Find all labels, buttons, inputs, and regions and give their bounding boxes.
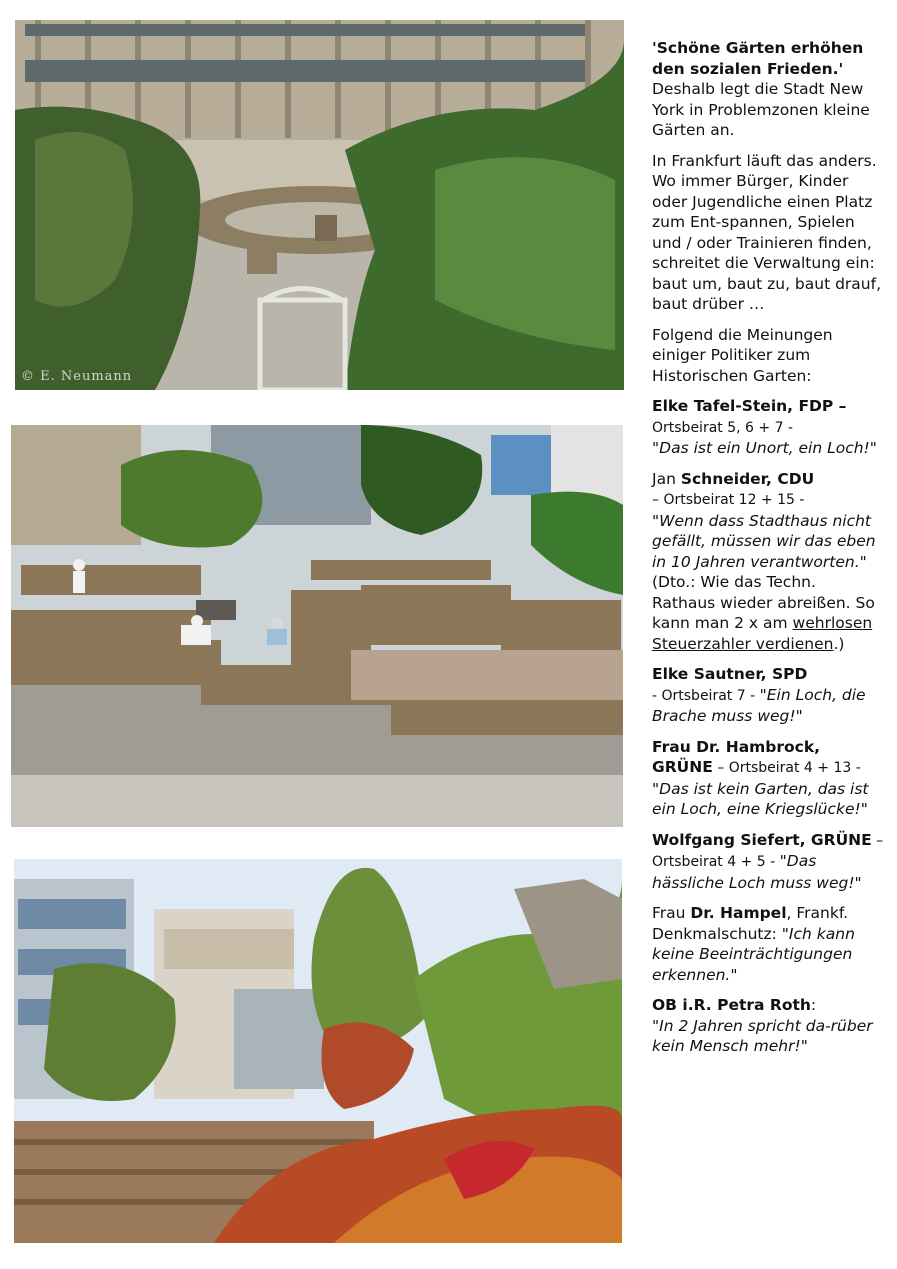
politicians-intro: Folgend die Meinungen einiger Politiker zum Historischen Garten:: [652, 325, 833, 385]
speaker-name: Schneider, CDU: [680, 469, 815, 488]
speaker-dash: –: [833, 397, 847, 415]
note-end: .): [833, 634, 845, 653]
speaker-quote: "Wenn dass Stadthaus nicht gefällt, müssen wir das eben in 10 Jahren verantworten.": [652, 511, 876, 571]
commentary-column: [652, 38, 884, 1067]
photo-garden-courtyard: [15, 20, 624, 390]
speaker-colon: :: [810, 996, 817, 1014]
statement-schneider: [652, 469, 884, 655]
speaker-district: - Ortsbeirat 7 -: [652, 687, 760, 704]
speaker-quote: "Das ist kein Garten, das ist ein Loch, eine Kriegslücke!": [652, 779, 869, 818]
statement-roth: [652, 995, 884, 1057]
statement-sautner: [652, 664, 884, 727]
speaker-quote: "Ein Loch, die Brache muss weg!": [652, 685, 866, 725]
statement-tafel-stein: [652, 396, 884, 459]
headline-quote: 'Schöne Gärten erhöhen den sozialen Frieden.': [652, 39, 864, 78]
speaker-prefix: Frau: [652, 904, 691, 922]
statement-siefert: [652, 830, 884, 894]
statement-hampel: [652, 903, 884, 985]
intro-paragraph: [652, 38, 884, 141]
speaker-district: – Ortsbeirat 4 + 13 -: [712, 760, 861, 776]
speaker-name: Elke Tafel-Stein, FDP: [652, 397, 834, 415]
intro-text: Deshalb legt die Stadt New York in Problemzonen kleine Gärten an.: [652, 80, 870, 139]
speaker-district: – Ortsbeirat 12 + 15 -: [652, 492, 805, 508]
speaker-name: Wolfgang Siefert, GRÜNE: [652, 830, 872, 849]
speaker-district: – Ortsbeirat 4 + 5 -: [652, 832, 884, 870]
speaker-quote: "Das ist ein Unort, ein Loch!": [652, 439, 877, 457]
speaker-firstname: Jan: [652, 469, 681, 488]
speaker-name: Dr. Hampel: [690, 904, 787, 922]
speaker-name: Frau Dr. Hambrock, GRÜNE: [652, 737, 821, 776]
speaker-name: OB i.R. Petra Roth: [652, 996, 811, 1014]
speaker-quote: "Das hässliche Loch muss weg!": [652, 852, 862, 892]
photo-credit: © E. Neumann: [21, 369, 133, 384]
speaker-quote: "In 2 Jahren spricht da-rüber kein Mensch mehr!": [652, 1016, 873, 1055]
photo-ruins-square: [11, 425, 623, 827]
statement-hambrock: [652, 737, 884, 820]
speaker-org: , Frankf. Denkmalschutz:: [652, 904, 849, 943]
speaker-quote: "Ich kann keine Beeinträchtigungen erkennen.": [652, 924, 855, 984]
speaker-district: Ortsbeirat 5, 6 + 7 -: [652, 419, 793, 436]
speaker-name: Elke Sautner, SPD: [652, 665, 808, 683]
underlined-phrase: wehrlosen Steuerzahler verdienen: [652, 614, 873, 653]
editorial-note: (Dto.: Wie das Techn. Rathaus wieder abreißen. So kann man 2 x am: [652, 573, 875, 632]
photo-autumn-garden: [14, 859, 622, 1243]
frankfurt-paragraph: In Frankfurt läuft das anders. Wo immer Bürger, Kinder oder Jugendliche einen Platz zum Ent-spannen, Spielen und / oder Trainieren finden, schreitet die Verwaltung ein: baut um, baut zu, baut drauf, baut drüber …: [652, 151, 882, 313]
